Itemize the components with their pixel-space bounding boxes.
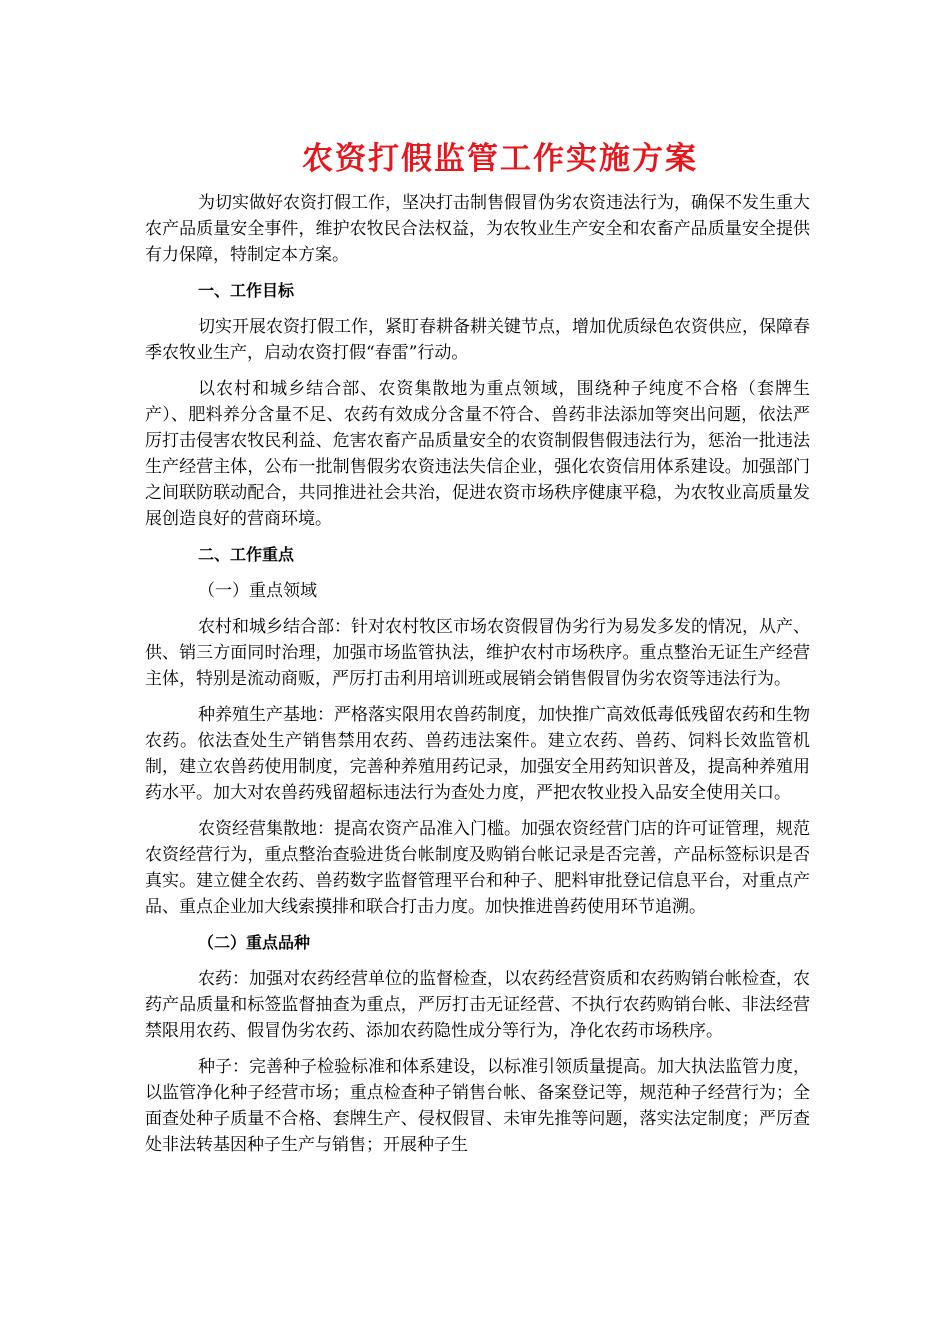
paragraph: 种子：完善种子检验标准和体系建设，以标准引领质量提高。加大执法监管力度，以监管净化种子经营市场；重点检查种子销售台帐、备案登记等，规范种子经营行为；全面查处种子质量不合格、套牌生产、侵权假冒、未审先推等问题，落实法定制度；严厉查处非法转基因种子生产与销售；开展种子生 bbox=[145, 1057, 810, 1155]
subsection-heading: （二）重点品种 bbox=[198, 933, 311, 952]
document-title: 农资打假监管工作实施方案 bbox=[302, 141, 698, 177]
paragraph: 农资经营集散地：提高农资产品准入门槛。加强农资经营门店的许可证管理，规范农资经营行为，重点整治查验进货台帐制度及购销台帐记录是否完善，产品标签标识是否真实。建立健全农药、兽药数字监督管理平台和种子、肥料审批登记信息平台，对重点产品、重点企业加大线索摸排和联合打击力度。加快推进兽药使用环节追溯。 bbox=[145, 819, 810, 917]
paragraph: 农村和城乡结合部：针对农村牧区市场农资假冒伪劣行为易发多发的情况，从产、供、销三方面同时治理，加强市场监管执法，维护农村市场秩序。重点整治无证生产经营主体，特别是流动商贩，严厉打击利用培训班或展销会销售假冒伪劣农资等违法行为。 bbox=[145, 617, 810, 689]
section-heading: 二、工作重点 bbox=[198, 545, 295, 564]
section-heading: 一、工作目标 bbox=[198, 281, 295, 300]
paragraph: 种养殖生产基地：严格落实限用农兽药制度，加快推广高效低毒低残留农药和生物农药。依法查处生产销售禁用农药、兽药违法案件。建立农药、兽药、饲料长效监管机制，建立农兽药使用制度，完善种养殖用药记录，加强安全用药知识普及，提高种养殖用药水平。加大对农兽药残留超标违法行为查处力度，严把农牧业投入品安全使用关口。 bbox=[145, 705, 810, 803]
paragraph: 以农村和城乡结合部、农资集散地为重点领域，围绕种子纯度不合格（套牌生产）、肥料养分含量不足、农药有效成分含量不符合、兽药非法添加等突出问题，依法严厉打击侵害农牧民利益、危害农畜产品质量安全的农资制假售假违法行为，惩治一批违法生产经营主体，公布一批制售假劣农资违法失信企业，强化农资信用体系建设。加强部门之间联防联动配合，共同推进社会共治，促进农资市场秩序健康平稳，为农牧业高质量发展创造良好的营商环境。 bbox=[145, 379, 810, 529]
document-body bbox=[145, 190, 810, 1168]
paragraph: 为切实做好农资打假工作，坚决打击制售假冒伪劣农资违法行为，确保不发生重大农产品质量安全事件，维护农牧民合法权益，为农牧业生产安全和农畜产品质量安全提供有力保障，特制定本方案。 bbox=[145, 193, 810, 265]
paragraph: 农药：加强对农药经营单位的监督检查，以农药经营资质和农药购销台帐检查，农药产品质量和标签监督抽查为重点，严厉打击无证经营、不执行农药购销台帐、非法经营禁限用农药、假冒伪劣农药、添加农药隐性成分等行为，净化农药市场秩序。 bbox=[145, 969, 810, 1041]
paragraph: 切实开展农资打假工作，紧盯春耕备耕关键节点，增加优质绿色农资供应，保障春季农牧业生产，启动农资打假“春雷”行动。 bbox=[145, 317, 810, 363]
subsection-heading: （一）重点领域 bbox=[198, 581, 317, 601]
